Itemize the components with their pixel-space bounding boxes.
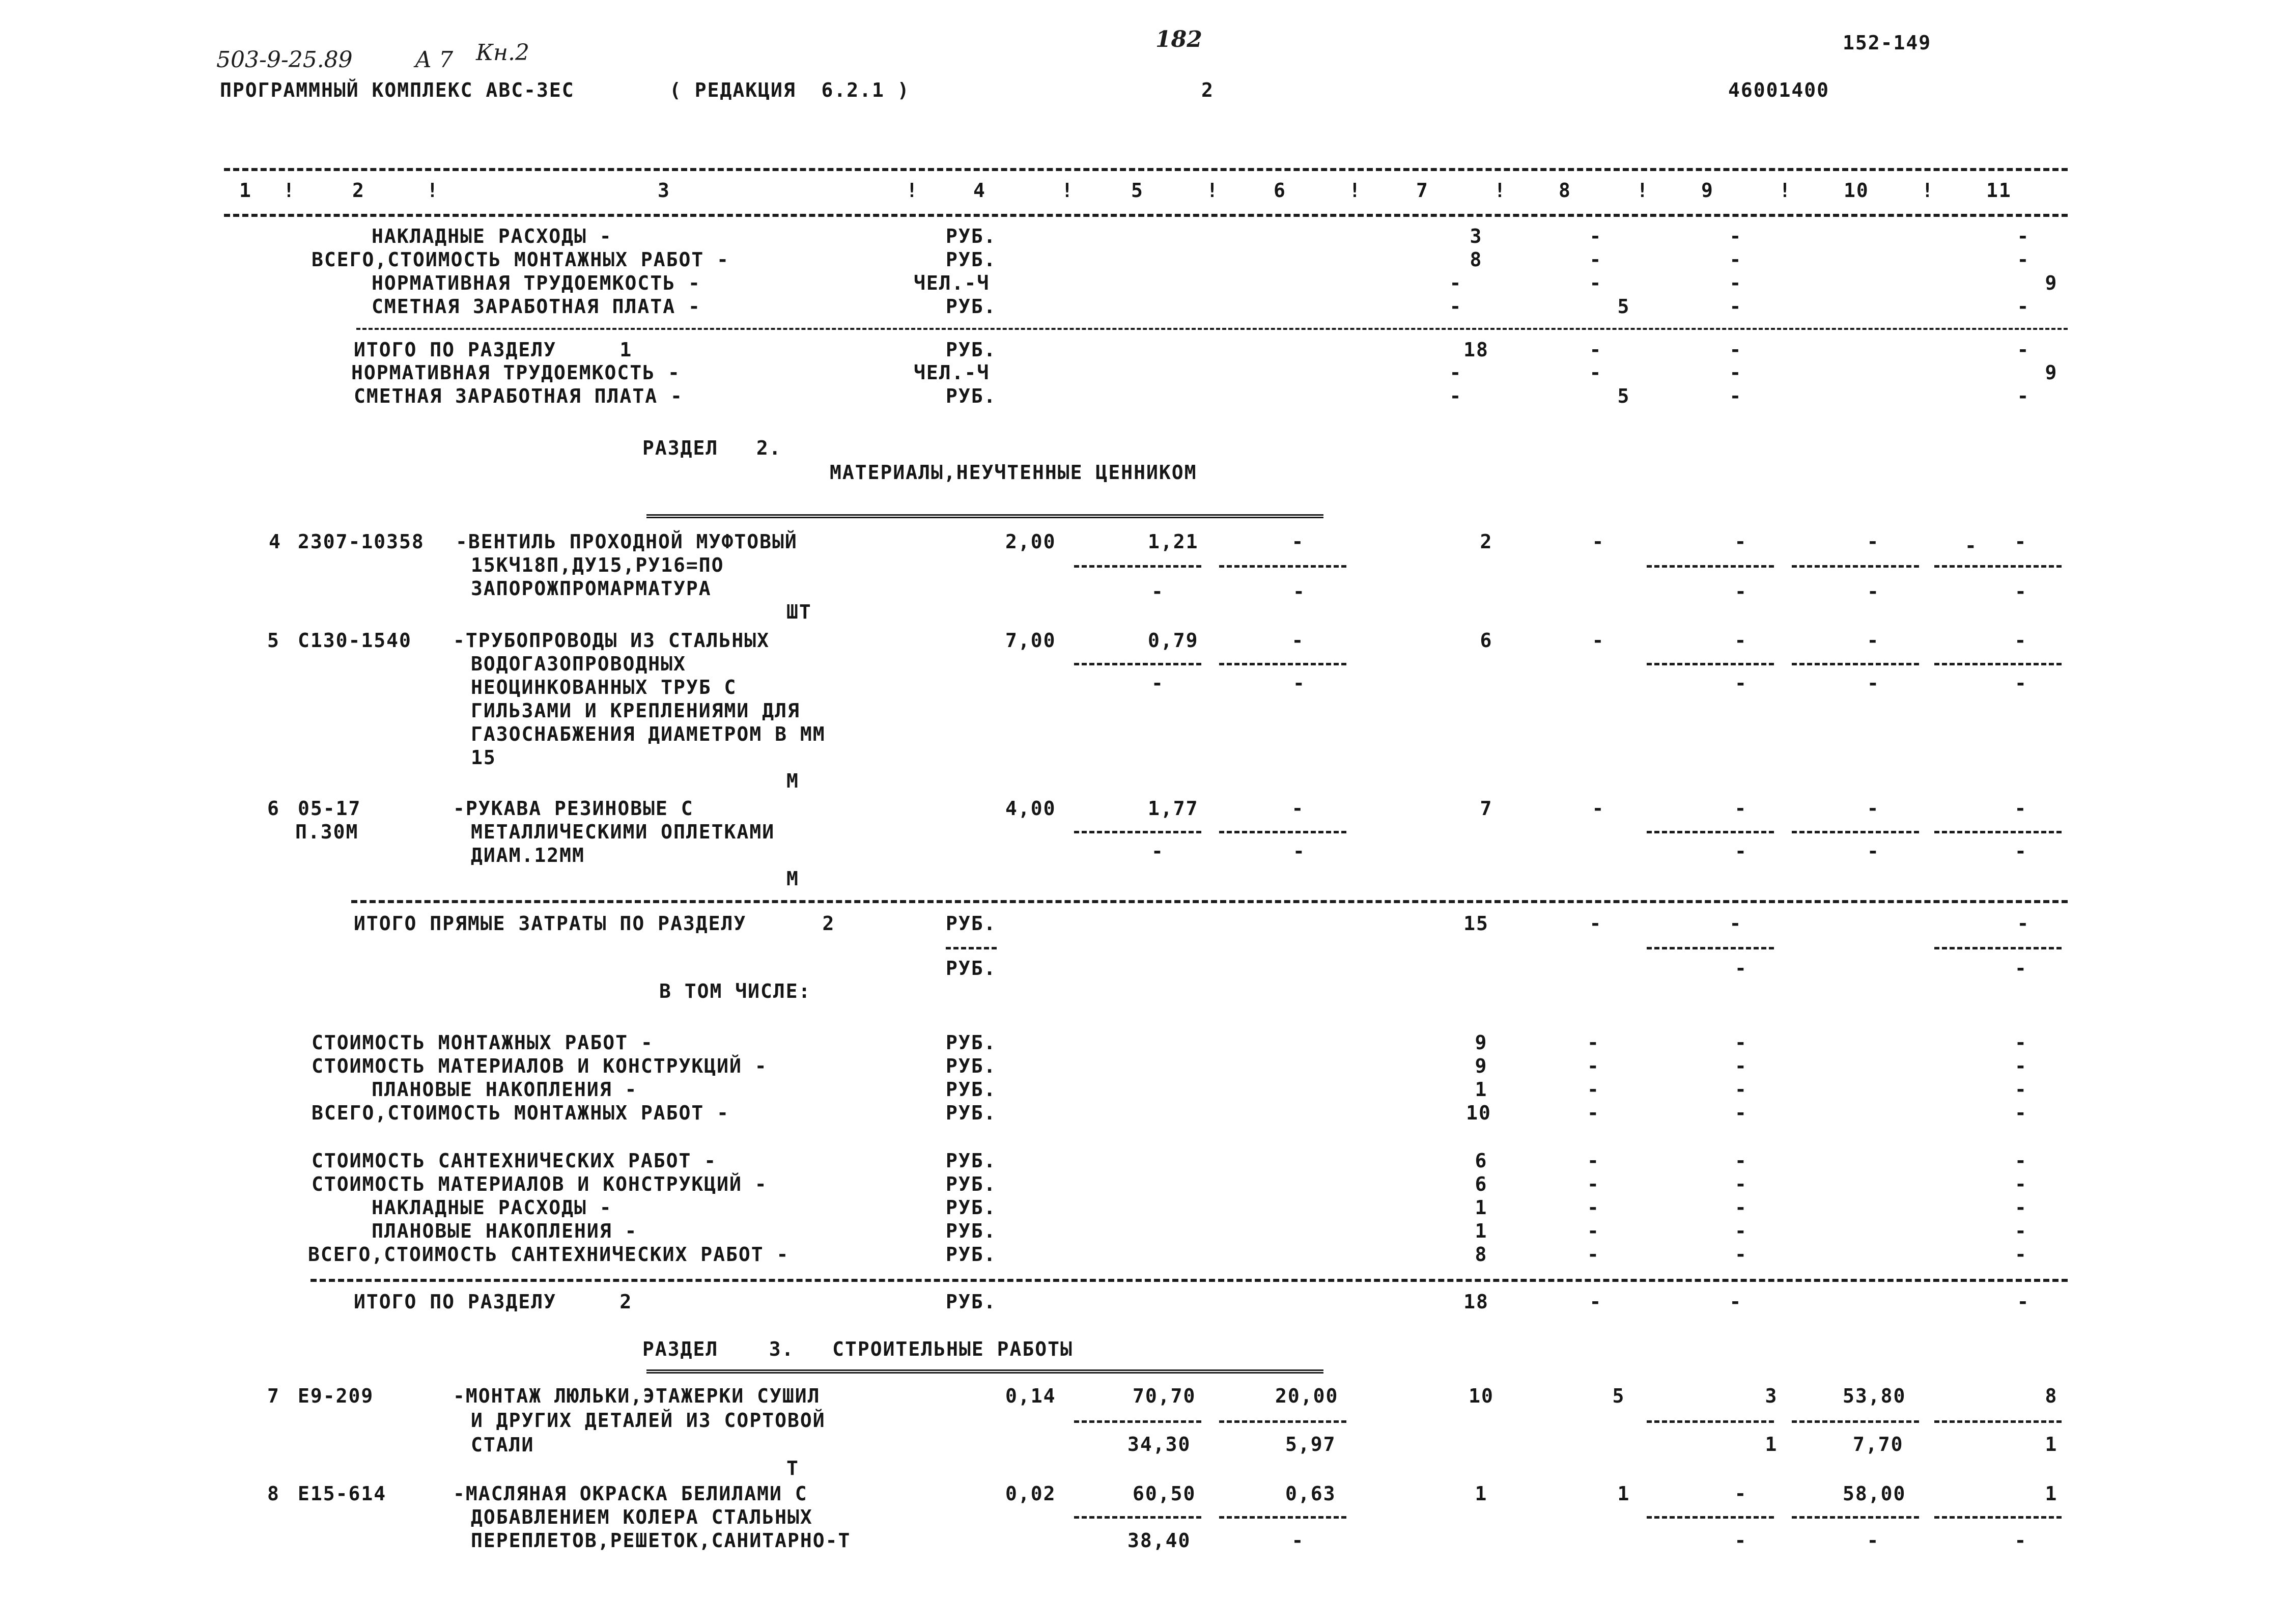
sub-rule [1219, 831, 1346, 833]
dash: - [2015, 1220, 2027, 1242]
row-label: ИТОГО ПО РАЗДЕЛУ 2 [354, 1291, 633, 1313]
dash: - [2015, 840, 2027, 862]
dash: - [1735, 1243, 1747, 1266]
dash: - [1587, 1243, 1600, 1266]
item-desc-line: ДОБАВЛЕНИЕМ КОЛЕРА СТАЛЬНЫХ [471, 1506, 813, 1528]
row-unit: РУБ. [946, 1291, 997, 1313]
item-number: 7 [267, 1385, 280, 1407]
row-label: СМЕТНАЯ ЗАРАБОТНАЯ ПЛАТА - [354, 385, 683, 407]
row-unit: РУБ. [946, 1220, 997, 1242]
row-label: СТОИМОСТЬ МАТЕРИАЛОВ И КОНСТРУКЦИЙ - [312, 1173, 768, 1195]
doc-number: 152-149 [1843, 32, 1932, 54]
dash: - [1735, 1102, 1747, 1124]
dash: - [1867, 672, 1880, 694]
row-label: ПЛАНОВЫЕ НАКОПЛЕНИЯ - [372, 1220, 638, 1242]
dash: - [2015, 957, 2027, 979]
row-col7: 1 [1475, 1078, 1488, 1101]
col-sep: ! [906, 179, 919, 202]
item-qty: 7,00 [1005, 629, 1056, 652]
item-desc-line: -ВЕНТИЛЬ ПРОХОДНОЙ МУФТОВЫЙ [456, 530, 798, 553]
item-unit: М [786, 770, 799, 792]
row-unit: РУБ. [946, 248, 997, 271]
item-col8: 1 [1617, 1482, 1630, 1505]
dash: - [1735, 580, 1747, 603]
item-col7: 2 [1480, 530, 1493, 553]
sub-rule [1647, 1420, 1774, 1423]
item-col7: 1 [1475, 1482, 1488, 1505]
row-label: ИТОГО ПО РАЗДЕЛУ 1 [354, 339, 633, 361]
item-col11: - [2014, 797, 2027, 820]
col-sep: ! [1206, 179, 1219, 202]
item-col10: 58,00 [1843, 1482, 1906, 1505]
row-col9: - [1729, 339, 1742, 361]
item-unit: ШТ [786, 601, 812, 623]
item-desc-line: ГИЛЬЗАМИ И КРЕПЛЕНИЯМИ ДЛЯ [471, 699, 800, 722]
dash: - [2015, 1243, 2027, 1266]
item-desc-line: -МОНТАЖ ЛЮЛЬКИ,ЭТАЖЕРКИ СУШИЛ [453, 1385, 821, 1407]
item-number: 8 [267, 1482, 280, 1505]
item-col9: - [1734, 629, 1747, 652]
dash: - [1293, 840, 1306, 862]
row-col11: 9 [2045, 272, 2058, 294]
handwritten-page: 182 [1155, 26, 1202, 52]
handwritten-book: Кн.2 [476, 40, 530, 66]
row-col8: - [1589, 339, 1602, 361]
sub-rule [1219, 663, 1346, 665]
dash: - [1151, 672, 1164, 694]
sub-rule [1074, 663, 1201, 665]
item-col9: 3 [1765, 1385, 1778, 1407]
sheet-number: 2 [1201, 79, 1214, 101]
item-desc-line: ДИАМ.12ММ [471, 844, 585, 866]
item-col11: - [2014, 629, 2027, 652]
dash: - [1867, 580, 1880, 603]
row-col7: 1 [1475, 1196, 1488, 1219]
double-rule [646, 514, 1323, 518]
item-col11: - [2014, 530, 2027, 553]
dash: - [1587, 1102, 1600, 1124]
sub-rule [1074, 1420, 1201, 1423]
item-code: 05-17 [298, 797, 361, 820]
row-col9: - [1729, 225, 1742, 247]
dash: - [1735, 1031, 1747, 1054]
col-header: 9 [1701, 179, 1714, 202]
dash: - [1735, 672, 1747, 694]
item-unit: Т [786, 1457, 799, 1479]
section2-subtitle: МАТЕРИАЛЫ,НЕУЧТЕННЫЕ ЦЕННИКОМ [830, 461, 1197, 484]
item-desc-line: 15КЧ18П,ДУ15,РУ16=ПО [471, 554, 724, 576]
item-price: 1,21 [1148, 530, 1199, 553]
sub-rule [1792, 831, 1919, 833]
item-col6: - [1291, 629, 1305, 652]
row-unit: ЧЕЛ.-Ч [914, 361, 990, 384]
dash: - [1735, 1173, 1747, 1195]
sub-rule [1934, 663, 2062, 665]
row-col7: - [1449, 272, 1462, 294]
row-unit: РУБ. [946, 1102, 997, 1124]
row-col8: 5 [1617, 295, 1630, 318]
item-qty: 0,02 [1005, 1482, 1056, 1505]
item-col11-secondary: 1 [2045, 1433, 2058, 1455]
row-col8: 5 [1617, 385, 1630, 407]
header-code: 46001400 [1728, 79, 1830, 101]
row-col7: 6 [1475, 1173, 1488, 1195]
dash: - [2015, 1031, 2027, 1054]
item-col10: - [1867, 797, 1880, 820]
row-col7: - [1449, 361, 1462, 384]
row-unit: РУБ. [946, 339, 997, 361]
row-col11: - [2017, 295, 2030, 318]
including-label: В ТОМ ЧИСЛЕ: [659, 980, 811, 1002]
item-col7: 7 [1480, 797, 1493, 820]
sub-rule [1934, 831, 2062, 833]
stray-mark: - [1965, 535, 1978, 557]
row-col11: 9 [2045, 361, 2058, 384]
row-label: ПЛАНОВЫЕ НАКОПЛЕНИЯ - [372, 1078, 638, 1101]
row-col8: - [1589, 912, 1602, 935]
col-header: 3 [658, 179, 670, 202]
sub-rule [1934, 947, 2062, 949]
dash: - [1735, 840, 1747, 862]
sub-rule [1934, 1420, 2062, 1423]
sub-rule [1219, 1516, 1346, 1519]
sub-rule [1074, 1516, 1201, 1519]
row-unit: РУБ. [946, 1243, 997, 1266]
sub-rule [1219, 1420, 1346, 1423]
item-desc-line: 15 [471, 746, 496, 769]
item-col6: 20,00 [1275, 1385, 1339, 1407]
row-col11: - [2017, 225, 2030, 247]
item-desc-line: СТАЛИ [471, 1434, 534, 1456]
row-unit: РУБ. [946, 1031, 997, 1054]
row-label: ВСЕГО,СТОИМОСТЬ САНТЕХНИЧЕСКИХ РАБОТ - [308, 1243, 789, 1266]
col-header: 5 [1131, 179, 1144, 202]
dash: - [1587, 1196, 1600, 1219]
item-desc-line: ЗАПОРОЖПРОМАРМАТУРА [471, 577, 712, 600]
item-col7: 10 [1469, 1385, 1494, 1407]
row-col9: - [1729, 295, 1742, 318]
sub-rule [1074, 565, 1201, 568]
item-col9: - [1734, 797, 1747, 820]
dash: - [1151, 840, 1164, 862]
item-desc-line: -ТРУБОПРОВОДЫ ИЗ СТАЛЬНЫХ [453, 629, 770, 652]
sub-rule [1934, 565, 2062, 568]
item-price: 60,50 [1133, 1482, 1196, 1505]
row-col9: - [1729, 248, 1742, 271]
section3-title: РАЗДЕЛ 3. СТРОИТЕЛЬНЫЕ РАБОТЫ [642, 1338, 1073, 1360]
item-col6: - [1291, 530, 1305, 553]
row-col7: 18 [1463, 1291, 1489, 1313]
row-col9: - [1729, 1291, 1742, 1313]
item-price-secondary: 34,30 [1127, 1433, 1191, 1455]
dash: - [1587, 1078, 1600, 1101]
row-col9: - [1729, 385, 1742, 407]
dash: - [1587, 1055, 1600, 1077]
row-label: ВСЕГО,СТОИМОСТЬ МОНТАЖНЫХ РАБОТ - [312, 1102, 729, 1124]
col-header: 7 [1416, 179, 1429, 202]
col-header: 4 [973, 179, 986, 202]
rule [356, 328, 2068, 330]
item-desc-line: ГАЗОСНАБЖЕНИЯ ДИАМЕТРОМ В ММ [471, 723, 826, 745]
sub-rule [1219, 565, 1346, 568]
dash: - [1151, 580, 1164, 603]
item-col11: 8 [2045, 1385, 2058, 1407]
section2-title: РАЗДЕЛ 2. [642, 437, 782, 459]
item-qty: 2,00 [1005, 530, 1056, 553]
col-header: 10 [1844, 179, 1869, 202]
item-qty: 0,14 [1005, 1385, 1056, 1407]
item-number: 5 [267, 629, 280, 652]
item-code: Е15-614 [298, 1482, 387, 1505]
dash: - [1735, 1220, 1747, 1242]
dash: - [2015, 672, 2027, 694]
item-col8: - [1592, 530, 1605, 553]
item-col8: - [1592, 797, 1605, 820]
item-col9: - [1734, 1482, 1747, 1505]
item-col7: 6 [1480, 629, 1493, 652]
item-desc-line: МЕТАЛЛИЧЕСКИМИ ОПЛЕТКАМИ [471, 821, 775, 843]
item-desc-line: НЕОЦИНКОВАННЫХ ТРУБ С [471, 676, 737, 698]
sub-rule [1647, 831, 1774, 833]
dash: - [1587, 1150, 1600, 1172]
row-col7: 8 [1470, 248, 1483, 271]
item-col9-secondary: 1 [1765, 1433, 1778, 1455]
dash: - [2015, 1078, 2027, 1101]
program-edition: ( РЕДАКЦИЯ 6.2.1 ) [669, 79, 910, 101]
item-price: 0,79 [1148, 629, 1199, 652]
row-unit: РУБ. [946, 225, 997, 247]
row-col7: 10 [1466, 1102, 1491, 1124]
row-label: НОРМАТИВНАЯ ТРУДОЕМКОСТЬ - [372, 272, 701, 294]
dash: - [1735, 1055, 1747, 1077]
dash: - [1293, 672, 1306, 694]
item-col10-secondary: - [1867, 1529, 1880, 1552]
row-col7: 1 [1475, 1220, 1488, 1242]
item-desc-line: ВОДОГАЗОПРОВОДНЫХ [471, 653, 686, 675]
sub-rule [1792, 565, 1919, 568]
sub-rule [1934, 1516, 2062, 1519]
row-col7: 6 [1475, 1150, 1488, 1172]
item-unit: М [786, 867, 799, 890]
dash: - [2015, 1196, 2027, 1219]
col-sep: ! [1061, 179, 1074, 202]
item-desc-line: ПЕРЕПЛЕТОВ,РЕШЕТОК,САНИТАРНО-Т [471, 1529, 851, 1552]
item-col8: 5 [1612, 1385, 1625, 1407]
dash: - [2015, 1150, 2027, 1172]
col-header: 2 [352, 179, 365, 202]
item-col6: - [1291, 797, 1305, 820]
row-col8: - [1589, 272, 1602, 294]
item-number: 4 [269, 530, 281, 553]
item-col10-secondary: 7,70 [1853, 1433, 1904, 1455]
item-desc-line: -РУКАВА РЕЗИНОВЫЕ С [453, 797, 694, 820]
row-col9: - [1729, 272, 1742, 294]
sub-rule [1647, 663, 1774, 665]
row-unit: РУБ. [946, 385, 997, 407]
row-unit: РУБ. [946, 1078, 997, 1101]
row-unit: РУБ. [946, 1173, 997, 1195]
item-code: Е9-209 [298, 1385, 374, 1407]
handwritten-code: 503-9-25.89 [216, 47, 353, 73]
row-col7: - [1449, 385, 1462, 407]
item-col11-secondary: - [2014, 1529, 2027, 1552]
item-code: С130-1540 [298, 629, 412, 652]
dash: - [1735, 1196, 1747, 1219]
double-rule [646, 1369, 1323, 1374]
row-col7: - [1449, 295, 1462, 318]
dash: - [1735, 1150, 1747, 1172]
row-col8: - [1589, 225, 1602, 247]
col-sep: ! [427, 179, 439, 202]
col-header: 6 [1274, 179, 1286, 202]
row-col7: 9 [1475, 1055, 1488, 1077]
row-col7: 18 [1463, 339, 1489, 361]
program-name: ПРОГРАММНЫЙ КОМПЛЕКС АВС-3ЕС [220, 79, 575, 101]
row-unit: РУБ. [946, 957, 997, 979]
dash: - [1867, 840, 1880, 862]
col-sep: ! [1779, 179, 1792, 202]
row-col8: - [1589, 248, 1602, 271]
item-col10: - [1867, 629, 1880, 652]
item-desc-line: -МАСЛЯНАЯ ОКРАСКА БЕЛИЛАМИ С [453, 1482, 808, 1505]
row-label: СТОИМОСТЬ САНТЕХНИЧЕСКИХ РАБОТ - [312, 1150, 717, 1172]
dash: - [1587, 1173, 1600, 1195]
sub-rule [1647, 565, 1774, 568]
row-label: СТОИМОСТЬ МАТЕРИАЛОВ И КОНСТРУКЦИЙ - [312, 1055, 768, 1077]
item-price: 70,70 [1133, 1385, 1196, 1407]
row-col11: - [2017, 339, 2030, 361]
row-label: ВСЕГО,СТОИМОСТЬ МОНТАЖНЫХ РАБОТ - [312, 248, 729, 271]
dash: - [1587, 1031, 1600, 1054]
rule [224, 168, 2068, 171]
rule [351, 900, 2068, 903]
col-sep: ! [283, 179, 296, 202]
item-code: 2307-10358 [298, 530, 425, 553]
row-col7: 3 [1470, 225, 1483, 247]
col-sep: ! [1494, 179, 1507, 202]
item-col9-secondary: - [1734, 1529, 1747, 1552]
sub-rule [946, 947, 997, 949]
handwritten-album: А 7 [415, 47, 454, 73]
dash: - [1587, 1220, 1600, 1242]
row-col11: - [2017, 248, 2030, 271]
row-col7: 8 [1475, 1243, 1488, 1266]
sub-rule [1792, 663, 1919, 665]
row-label: НАКЛАДНЫЕ РАСХОДЫ - [372, 225, 612, 247]
row-col7: 15 [1463, 912, 1489, 935]
item-col11: 1 [2045, 1482, 2058, 1505]
item-price: 1,77 [1148, 797, 1199, 820]
col-sep: ! [1637, 179, 1649, 202]
col-sep: ! [1349, 179, 1362, 202]
item-col6-secondary: 5,97 [1285, 1433, 1336, 1455]
row-unit: РУБ. [946, 1150, 997, 1172]
col-header: 1 [239, 179, 252, 202]
item-col8: - [1592, 629, 1605, 652]
row-col9: - [1729, 912, 1742, 935]
item-col6: 0,63 [1285, 1482, 1336, 1505]
row-unit: РУБ. [946, 912, 997, 935]
item-col9: - [1734, 530, 1747, 553]
row-col11: - [2017, 385, 2030, 407]
dash: - [2015, 1173, 2027, 1195]
dash: - [1735, 957, 1747, 979]
item-price-secondary: 38,40 [1127, 1529, 1191, 1552]
row-label: СМЕТНАЯ ЗАРАБОТНАЯ ПЛАТА - [372, 295, 701, 318]
dash: - [1293, 580, 1306, 603]
item-code-suffix: П.30М [295, 821, 359, 843]
row-label: ИТОГО ПРЯМЫЕ ЗАТРАТЫ ПО РАЗДЕЛУ 2 [354, 912, 835, 935]
sub-rule [1647, 1516, 1774, 1519]
sub-rule [1647, 947, 1774, 949]
sub-rule [1792, 1516, 1919, 1519]
item-desc-line: И ДРУГИХ ДЕТАЛЕЙ ИЗ СОРТОВОЙ [471, 1409, 826, 1432]
item-col10: 53,80 [1843, 1385, 1906, 1407]
row-label: НОРМАТИВНАЯ ТРУДОЕМКОСТЬ - [351, 361, 681, 384]
row-col7: 9 [1475, 1031, 1488, 1054]
row-unit: РУБ. [946, 295, 997, 318]
item-col10: - [1867, 530, 1880, 553]
item-number: 6 [267, 797, 280, 820]
col-sep: ! [1922, 179, 1934, 202]
dash: - [2015, 580, 2027, 603]
row-col11: - [2017, 1291, 2030, 1313]
row-unit: РУБ. [946, 1196, 997, 1219]
dash: - [2015, 1102, 2027, 1124]
row-col9: - [1729, 361, 1742, 384]
col-header: 11 [1986, 179, 2012, 202]
sub-rule [1792, 1420, 1919, 1423]
item-qty: 4,00 [1005, 797, 1056, 820]
dash: - [2015, 1055, 2027, 1077]
row-col11: - [2017, 912, 2030, 935]
dash: - [1735, 1078, 1747, 1101]
row-label: НАКЛАДНЫЕ РАСХОДЫ - [372, 1196, 612, 1219]
rule [224, 214, 2068, 217]
col-header: 8 [1559, 179, 1571, 202]
row-unit: ЧЕЛ.-Ч [914, 272, 990, 294]
row-col8: - [1589, 1291, 1602, 1313]
rule [311, 1279, 2068, 1282]
row-label: СТОИМОСТЬ МОНТАЖНЫХ РАБОТ - [312, 1031, 654, 1054]
item-col6-secondary: - [1291, 1529, 1305, 1552]
row-col8: - [1589, 361, 1602, 384]
sub-rule [1074, 831, 1201, 833]
row-unit: РУБ. [946, 1055, 997, 1077]
